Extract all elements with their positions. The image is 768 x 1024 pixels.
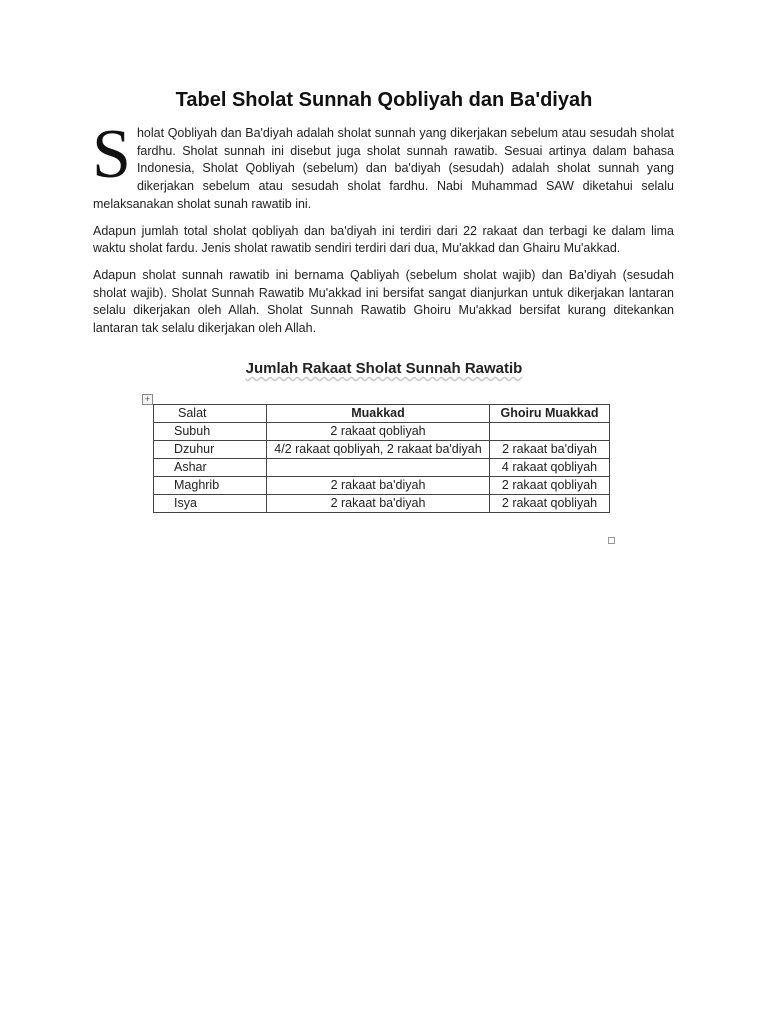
table-row (154, 423, 610, 441)
header-muakkad: Muakkad (267, 405, 490, 423)
table-move-handle-icon[interactable]: + (142, 394, 153, 405)
drop-cap: S (92, 116, 131, 193)
table-resize-handle[interactable] (608, 537, 615, 544)
cell-salat: Isya (154, 495, 267, 513)
cell-muakkad (267, 459, 490, 477)
table-row (154, 459, 610, 477)
rakaat-table (153, 404, 610, 513)
document-body (92, 116, 674, 347)
cell-muakkad: 2 rakaat ba'diyah (267, 477, 490, 495)
table-caption: Jumlah Rakaat Sholat Sunnah Rawatib (245, 360, 523, 377)
cell-ghoiru (490, 423, 610, 441)
paragraph-2: Adapun jumlah total sholat qobliyah dan ba'diyah ini terdiri dari 22 rakaat dan terbagi ke dalam lima waktu sholat fardu. Jenis sholat rawatib sendiri terdiri dari dua, Mu'akkad dan Ghairu Mu'akkad. (93, 223, 674, 256)
paragraph-3: Adapun sholat sunnah rawatib ini bernama Qabliyah (sebelum sholat wajib) dan Ba'diyah (sesudah sholat wajib). Sholat Sunnah Rawatib Mu'akkad ini bersifat sangat dianjurkan untuk dikerjakan lantaran selalu dikerjakan oleh Allah. Sholat Sunnah Rawatib Ghoiru Mu'akkad bersifat kurang ditekankan lantaran tak selalu dikerjakan oleh Allah. (93, 267, 674, 336)
cell-ghoiru: 2 rakaat qobliyah (490, 495, 610, 513)
cell-muakkad: 2 rakaat qobliyah (267, 423, 490, 441)
document-title: Tabel Sholat Sunnah Qobliyah dan Ba'diyah (175, 89, 593, 111)
cell-ghoiru: 2 rakaat ba'diyah (490, 441, 610, 459)
cell-ghoiru: 2 rakaat qobliyah (490, 477, 610, 495)
table-row (154, 441, 610, 459)
cell-muakkad: 2 rakaat ba'diyah (267, 495, 490, 513)
cell-salat: Ashar (154, 459, 267, 477)
cell-muakkad: 4/2 rakaat qobliyah, 2 rakaat ba'diyah (267, 441, 490, 459)
cell-ghoiru: 4 rakaat qobliyah (490, 459, 610, 477)
table-row (154, 495, 610, 513)
paragraph-1-text: holat Qobliyah dan Ba'diyah adalah sholat sunnah yang dikerjakan sebelum atau sesudah sholat fardhu. Sholat sunnah ini disebut juga sholat sunnah rawatib. Sesuai artinya dalam bahasa Indonesia, Sholat Qobliyah (sebelum) dan ba'diyah (sesudah) adalah sholat sunnah yang dikerjakan sebelum atau sesudah sholat fardhu. Nabi Muhammad SAW diketahui selalu melaksanakan sholat sunah rawatib ini. (93, 126, 674, 211)
paragraph-1 (92, 116, 674, 214)
cell-salat: Dzuhur (154, 441, 267, 459)
table-row (154, 477, 610, 495)
cell-salat: Maghrib (154, 477, 267, 495)
table-header-row (154, 405, 610, 423)
cell-salat: Subuh (154, 423, 267, 441)
header-salat: Salat (154, 405, 267, 423)
header-ghoiru-muakkad: Ghoiru Muakkad (490, 405, 610, 423)
